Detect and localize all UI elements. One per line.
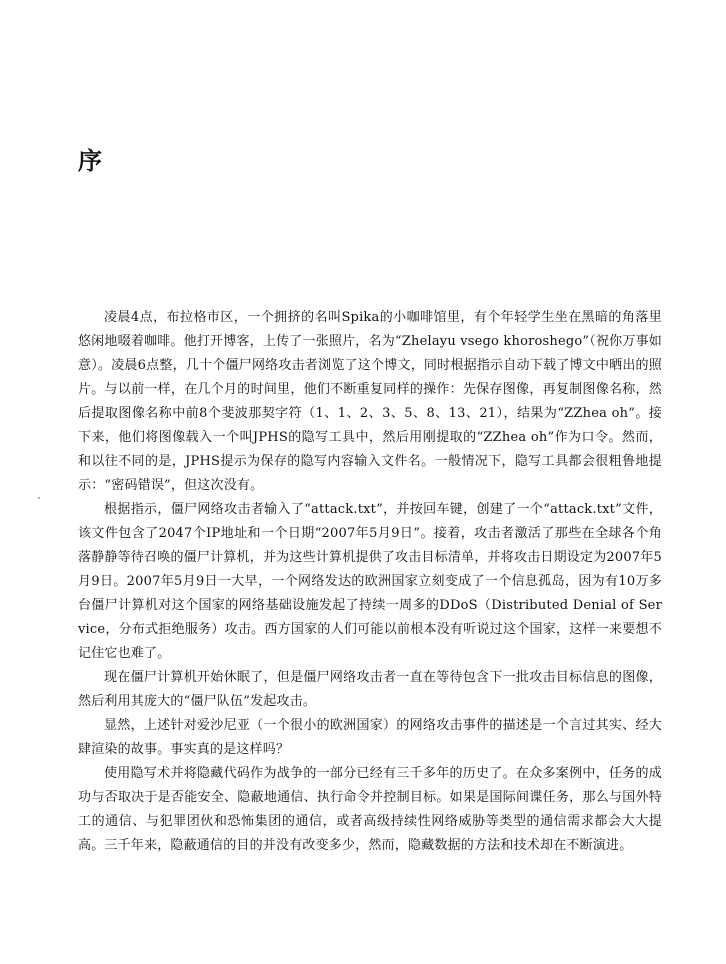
chapter-title: 序	[78, 147, 102, 175]
margin-mark	[38, 497, 40, 499]
paragraph-attack: 根据指示，僵尸网络攻击者输入了“attack.txt”，并按回车键，创建了一个“attack.txt”文件，该文件包含了2047个IP地址和一个日期“2007年5月9日”。接着，攻击者激活了那些在全球各个角落静静等待召唤的僵尸计算机，并为这些计算机提供了攻击目标清单，并将攻击日期设定为2007年5月9日。2007年5月9日一大早，一个网络发达的欧洲国家立刻变成了一个信息孤岛，因为有10万多台僵尸计算机对这个国家的网络基础设施发起了持续一周多的DDoS（Distributed Denial of Service，分布式拒绝服务）攻击。西方国家的人们可能以前根本没有听说过这个国家，这样一来要想不记住它也难了。	[78, 502, 662, 661]
paragraph-history: 使用隐写术并将隐藏代码作为战争的一部分已经有三千多年的历史了。在众多案例中，任务的成功与否取决于是否能安全、隐蔽地通信、执行命令并控制目标。如果是国际间谍任务，那么与国外特工的通信、与犯罪团伙和恐怖集团的通信，或者高级持续性网络威胁等类型的通信需求都会大大提高。三千年来，隐蔽通信的目的并没有改变多少，然而，隐藏数据的方法和技术却在不断演进。	[78, 766, 662, 853]
body-text	[78, 306, 662, 858]
paragraph-dormant: 现在僵尸计算机开始休眠了，但是僵尸网络攻击者一直在等待包含下一批攻击目标信息的图像，然后利用其庞大的“僵尸队伍”发起攻击。	[78, 670, 662, 709]
paragraph-intro: 凌晨4点，布拉格市区，一个拥挤的名叫Spika的小咖啡馆里，有个年轻学生坐在黑暗的角落里悠闲地啜着咖啡。他打开博客，上传了一张照片，名为“Zhelayu vsego khoroshego”（祝你万事如意）。凌晨6点整，几十个僵尸网络攻击者浏览了这个博文，同时根据指示自动下载了博文中晒出的照片。与以前一样，在几个月的时间里，他们不断重复同样的操作：先保存图像，再复制图像名称，然后提取图像名称中前8个斐波那契字符（1、1、2、3、5、8、13、21），结果为“ZZhea oh”。接下来，他们将图像载入一个叫JPHS的隐写工具中，然后用刚提取的“ZZhea oh”作为口令。然而，和以往不同的是，JPHS提示为保存的隐写内容输入文件名。一般情况下，隐写工具都会很粗鲁地提示：“密码错误”，但这次没有。	[78, 310, 662, 493]
paragraph-question: 显然，上述针对爱沙尼亚（一个很小的欧洲国家）的网络攻击事件的描述是一个言过其实、经大肆渲染的故事。事实真的是这样吗？	[78, 718, 662, 757]
